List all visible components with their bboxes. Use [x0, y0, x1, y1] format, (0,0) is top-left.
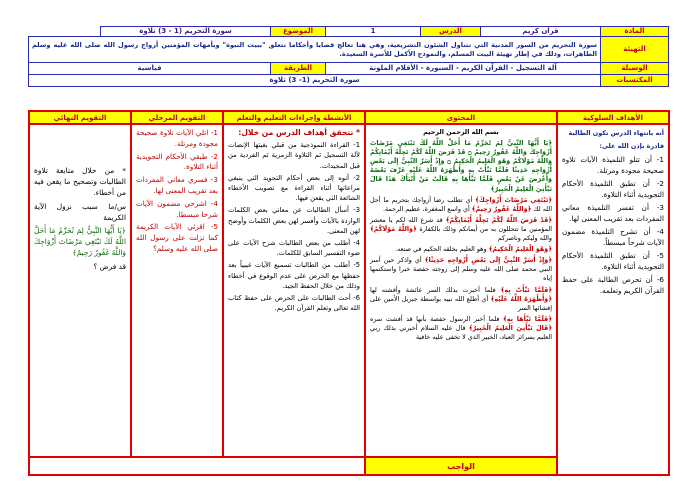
mid-eval-cell — [131, 124, 223, 457]
objective-item: 6- أن تحرص الطالبة على حفظ القرآن الكريم وتعلمه. — [562, 275, 664, 295]
activity-item: 4- أطلب من بعض الطالبات شرح الآيات على ضوء التفسير السابق للكلمات. — [228, 239, 360, 258]
objective-item: 5- أن تطبق التلميذة الأحكام التجويدية أثناء التلاوة. — [562, 251, 664, 271]
explain-text: أي واسع المغفرة، عظيم الرحمة. — [382, 204, 470, 213]
explain-text: والله وليكم وناصركم — [497, 234, 552, 243]
objective-item: 2- أن تطبق التلميذة الأحكام التجويدية أثناء التلاوة. — [562, 179, 664, 199]
explain-text: فلما أخبرت بذلك السر عائشة وأفشته لها — [370, 285, 496, 294]
content-cell — [365, 124, 557, 457]
explain-term: ﴿وَأَظْهَرَهُ اللَّهُ عَلَيْهِ﴾ — [490, 294, 552, 303]
activity-item: 3- أسأل الطالبات عن معاني بعض الكلمات الواردة بالآيات وأفسر لهن بعض الكلمات وأوضح لهن المعنى. — [228, 206, 360, 235]
explain-text: أي أطلع الله نبيه بواسطة جبريل الأمين على إفشائها السر — [370, 294, 552, 312]
verses-text: ﴿يَا أَيُّهَا النَّبِيُّ لِمَ تُحَرِّمُ مَا أَحَلَّ اللَّهُ لَكَ تَبْتَغِي مَرْضَاتَ أَزْوَاجِكَ وَاللَّهُ غَفُورٌ رَحِيمٌ ۝ قَدْ فَرَضَ اللَّهُ لَكُمْ تَحِلَّةَ أَيْمَانِكُمْ وَاللَّهُ مَوْلَاكُمْ وَهُوَ الْعَلِيمُ الْحَكِيمُ ۝ وَإِذْ أَسَرَّ النَّبِيُّ إِلَى بَعْضِ أَزْوَاجِهِ حَدِيثًا فَلَمَّا نَبَّأَتْ بِهِ وَأَظْهَرَهُ اللَّهُ عَلَيْهِ عَرَّفَ بَعْضَهُ وَأَعْرَضَ عَنْ بَعْضٍ فَلَمَّا نَبَّأَهَا بِهِ قَالَتْ مَنْ أَنْبَأَكَ هَذَا قَالَ نَبَّأَنِيَ الْعَلِيمُ الْخَبِيرُ﴾ — [370, 139, 552, 193]
objectives-intro: أنه بانتهاء الدرس تكون الطالبة — [568, 129, 664, 137]
mid-eval-item: 5- اقرئي الآيات الكريمة كما نزلت على رسول الله صلى الله عليه وسلم؟ — [136, 222, 218, 253]
homework-label: الواجب — [365, 457, 557, 475]
explain-term: ﴿قَدْ فَرَضَ اللَّهُ لَكُمْ تَحِلَّةَ أَيْمَانِكُمْ﴾ — [445, 215, 552, 224]
explain-text: فلما أخبر الرسول حفصة بأنها قد أفشت سره — [370, 314, 500, 323]
explain-term: ﴿تَبْتَغِي مَرْضَاتَ أَزْوَاجِكَ﴾ — [475, 195, 552, 204]
activities-title: * تتحقق أهداف الدرس من خلال: — [238, 128, 360, 137]
topic-label: الموضوع — [271, 27, 326, 37]
lesson-label: الدرس — [421, 27, 481, 37]
objective-item: 4- أن تشرح التلميذة مضمون الآيات شرحاً مبسطاً. — [562, 227, 664, 247]
concepts-value: سورة التحريم (1- 3) تلاوة — [29, 75, 601, 87]
col-objectives-header: الأهداف السلوكية — [557, 111, 669, 124]
explain-term: ﴿فَلَمَّا نَبَّأَهَا بِهِ﴾ — [503, 314, 552, 323]
topic-value: سورة التحريم (1 - 3) تلاوة — [101, 27, 271, 37]
final-eval-cell — [29, 124, 131, 457]
subject-label: المادة — [601, 27, 669, 37]
col-activities-header: الأنشطة وإجراءات التعليم والتعلم — [223, 111, 365, 124]
intro-text: سورة التحريم من السور المدنية التي تتناول الشئون التشريعية، وهي هنا تعالج قضايا وأحكاما تتعلق "ببيت النبوة" وبأمهات المؤمنين أزواج رسول الله صلى الله عليه وسلم الطاهرات، وذلك في إطار تهيئة البيت المسلم، والنموذج الأكمل للأسرة السعيدة. — [29, 37, 601, 63]
explain-term: ﴿وَهُوَ الْعَلِيمُ الْحَكِيمُ﴾ — [488, 245, 552, 254]
final-eval-question: س/ما سبب نزول الآية الكريمة — [34, 201, 126, 222]
mid-eval-item: 3- فسري معاني المفردات بعد تقريب المعنى لها. — [136, 175, 218, 195]
basmala: بسم الله الرحمن الرحيم — [423, 128, 499, 136]
mid-eval-item: 4- اشرحي مضمون الآيات شرحا مبسطا. — [136, 198, 218, 219]
col-content-header: المحتوى — [365, 111, 557, 124]
intro-label: التهيئة — [601, 37, 669, 63]
means-label: الوسيلة — [601, 63, 669, 75]
col-final-eval-header: التقويم النهائي — [29, 111, 131, 124]
explain-text: أي واذكر حين أسر النبي محمد صلى الله عليه وسلم إلى زوجته حفصة خبرا واستكتمها إياه — [370, 256, 552, 283]
explain-term: ﴿قَالَ نَبَّأَنِيَ الْعَلِيمُ الْخَبِيرُ﴾ — [468, 323, 552, 332]
activity-item: 2- أنوه إلى بعض أحكام التجويد التي ينبغي مراعاتها أثناء القراءة مع تصويب الأخطاء الشائعة التي يقعن فيها. — [228, 173, 360, 203]
means-value: آلة التسجيل - القرآن الكريم - السبورة - الأقلام الملونة — [326, 63, 601, 75]
method-value: قياسية — [29, 63, 271, 75]
final-eval-question-2: قد فرض ؟ — [93, 261, 126, 271]
concepts-label: المكتسبات — [601, 75, 669, 87]
explain-text: أي تطلب رضا أزواجك بتحريم ما أحل الله لك — [370, 195, 552, 213]
activity-item: 5- أطلب من الطالبات تسميع الآيات غيبياً بعد حفظها مع الحرص على عدم الوقوع في أخطاء وذلك من خلال الحفظ الجيد. — [228, 261, 360, 290]
final-eval-intro: * من خلال متابعة تلاوة الطالبات وتصحيح ما يقعن فيه من أخطاء. — [34, 166, 126, 198]
explain-text: قال عليه السلام أخبرني بذلك ربي العليم بسرائر العباد، الخبير الذي لا تخفى عليه خافية — [370, 323, 552, 341]
explain-term: ﴿وَإِذْ أَسَرَّ النَّبِيُّ إِلَى بَعْضِ أَزْوَاجِهِ حَدِيثًا﴾ — [424, 256, 552, 265]
final-eval-verse: ﴿يَا أَيُّهَا النَّبِيُّ لِمَ تُحَرِّمُ مَا أَحَلَّ اللَّهُ لَكَ تَبْتَغِي مَرْضَاتَ أَزْوَاجِكَ وَاللَّهُ غَفُورٌ رَحِيمٌ﴾ — [34, 226, 126, 258]
method-label: الطريقة — [271, 63, 326, 75]
explain-text: قد شرع الله لكم يا معشر المؤمنين ما تتحللون به من أيمانكم وذلك بالكفارة — [370, 215, 552, 233]
explain-term: ﴿فَلَمَّا نَبَّأَتْ بِهِ﴾ — [500, 285, 552, 294]
explain-term: ﴿وَاللَّهُ مَوْلَاكُمْ﴾ — [370, 224, 417, 233]
explain-text: وهو العليم بخلقه الحكيم في صنعه. — [395, 245, 487, 254]
lesson-body-table — [28, 110, 670, 476]
lesson-info-table — [28, 26, 669, 87]
mid-eval-item: 1- اتلي الآيات تلاوة صحيحة مجودة ومرتلة. — [136, 128, 218, 148]
activities-cell — [223, 124, 365, 457]
mid-eval-item: 2- طبقي الأحكام التجويدية أثناء التلاوة. — [136, 151, 218, 172]
col-mid-eval-header: التقويم المرحلي — [131, 111, 223, 124]
objective-item: 1- أن تتلو التلميذة الآيات تلاوة صحيحة مجودة ومرتلة. — [562, 155, 664, 175]
objective-item: 3- أن تفسر التلميذة معاني المفردات بعد تقريب المعنى لها. — [562, 203, 664, 223]
lesson-value: 1 — [326, 27, 421, 37]
objectives-cell — [557, 124, 669, 475]
homework-value — [29, 457, 365, 475]
explain-term: ﴿وَاللَّهُ غَفُورٌ رَحِيمٌ﴾ — [471, 204, 532, 213]
subject-value: قرآن كريم — [481, 27, 601, 37]
activity-item: 1- القراءة النموذجية من قبلي بغيتها الإنصات لآلة التسجيل ثم التلاوة الزمرية ثم الفردية من قبل المجيدات. — [228, 141, 360, 170]
activity-item: 6- أحث الطالبات على الحرص على حفظ كتاب الله تعالى وتعلم القرآن الكريم. — [228, 294, 360, 313]
objectives-intro-2: قادرة بإذن الله على: — [599, 142, 664, 150]
